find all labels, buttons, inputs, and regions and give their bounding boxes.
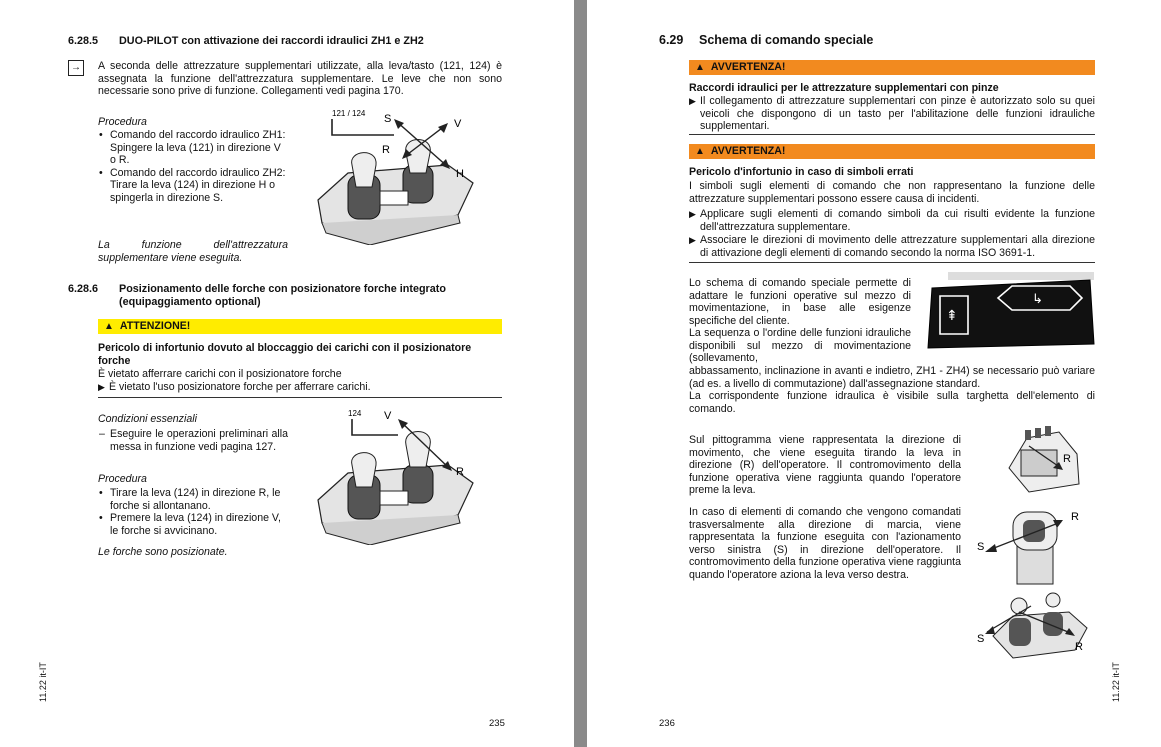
warning-bar-2: ▲ AVVERTENZA! bbox=[689, 144, 1095, 159]
lever-figure-a bbox=[999, 424, 1095, 496]
fig-ref-label: 124 bbox=[348, 409, 362, 418]
result-text: Le forche sono posizionate. bbox=[98, 546, 228, 558]
page-gutter bbox=[574, 0, 587, 747]
warning-title: Pericolo di infortunio dovuto al bloccaggio dei carichi con il posizionatore forche bbox=[98, 342, 472, 367]
section-title: Posizionamento delle forche con posizionatore forche integrato (equipaggiamento optional) bbox=[119, 283, 446, 308]
svg-text:S: S bbox=[977, 633, 985, 645]
lever-figure-c bbox=[973, 590, 1095, 660]
section-number: 6.29 bbox=[659, 33, 684, 47]
warning-triangle-icon: ▲ bbox=[104, 321, 114, 332]
svg-text:S: S bbox=[977, 541, 985, 553]
warning-bar-attention: ▲ ATTENZIONE! bbox=[98, 319, 502, 334]
tilt-symbol-icon: ↳ bbox=[1032, 292, 1043, 307]
divider bbox=[98, 397, 502, 398]
warning-action: ▶ È vietato l'uso posizionatore forche per afferrare carichi. bbox=[98, 381, 502, 394]
warning-bar-1: ▲ AVVERTENZA! bbox=[689, 60, 1095, 75]
procedure-label: Procedura bbox=[98, 473, 147, 485]
edition-label: 11.22 it-IT bbox=[1111, 662, 1121, 702]
joystick-figure-2 bbox=[308, 405, 488, 545]
prereq-label: Condizioni essenziali bbox=[98, 413, 197, 425]
page-left bbox=[0, 0, 574, 747]
procedure-list bbox=[98, 487, 288, 537]
fig-ref-label: 121 / 124 bbox=[332, 109, 366, 118]
warning-text: I simboli sugli elementi di comando che non rappresentano la funzione delle attrezzature supplementari possono essere causa di incidenti. bbox=[689, 180, 1095, 205]
edition-label: 11.22 it-IT bbox=[38, 662, 48, 702]
svg-text:V: V bbox=[454, 118, 462, 130]
result-text: La funzione dell'attrezzatura supplementare viene eseguita. bbox=[98, 239, 288, 264]
warning-title: Pericolo d'infortunio in caso di simboli errati bbox=[689, 166, 914, 178]
page-number: 235 bbox=[489, 718, 505, 729]
procedure-list bbox=[98, 129, 288, 205]
section-number: 6.28.6 bbox=[68, 283, 99, 295]
svg-text:H: H bbox=[456, 168, 464, 180]
intro-paragraph: A seconda delle attrezzature supplementari utilizzate, alla leva/tasto (121, 124) è assegnata la funzione dell'attrezzatura supplementare. Le leve che non sono necessarie sono prive di funzione. Collegamenti vedi pagina 170. bbox=[98, 60, 502, 98]
page-number: 236 bbox=[659, 718, 675, 729]
prereq-list bbox=[98, 428, 288, 453]
warning-action: ▶ Il collegamento di attrezzature supplementari con pinze è autorizzato solo su quei veicoli che dispongono di un tasto per l'abilitazione delle funzioni idrauliche supplementari. bbox=[689, 95, 1095, 133]
page-right bbox=[587, 0, 1161, 747]
list-item: • Tirare la leva (124) in direzione R, le forche si allontanano. bbox=[98, 487, 288, 512]
list-item: • Comando del raccordo idraulico ZH2: Tirare la leva (124) in direzione H o spingerla in direzione S. bbox=[98, 167, 288, 205]
warning-action: ▶ Applicare sugli elementi di comando simboli da cui risulti evidente la funzione dell'attrezzatura supplementare. bbox=[689, 208, 1095, 233]
paragraph: abbassamento, inclinazione in avanti e indietro, ZH1 - ZH4) se necessario può variare (ad es. a livello di commutazione) dall'assegnazione standard. bbox=[689, 365, 1095, 390]
paragraph: Sul pittogramma viene rappresentata la direzione di movimento, che viene eseguita tirando la leva in direzione (R) dell'operatore. Il contromovimento della funzione operativa viene raggiunta quando l'operatore preme la leva. bbox=[689, 434, 961, 497]
svg-text:R: R bbox=[456, 466, 464, 478]
warning-action: ▶ Associare le direzioni di movimento delle attrezzature supplementari alla direzione di attivazione degli elementi di comando secondo la norma ISO 3691-1. bbox=[689, 234, 1095, 259]
svg-text:V: V bbox=[384, 410, 392, 422]
svg-text:S: S bbox=[384, 113, 392, 125]
paragraph: La corrispondente funzione idraulica è visibile sulla targhetta dell'elemento di comando. bbox=[689, 390, 1095, 415]
warning-title: Raccordi idraulici per le attrezzature supplementari con pinze bbox=[689, 82, 999, 94]
divider bbox=[689, 134, 1095, 135]
lever-figure-b bbox=[973, 502, 1095, 588]
joystick-figure-1 bbox=[308, 105, 488, 245]
warning-triangle-icon: ▲ bbox=[695, 62, 705, 73]
paragraph: La sequenza o l'ordine delle funzioni idrauliche disponibili sul mezzo di movimentazione (sollevamento, bbox=[689, 327, 911, 365]
svg-text:R: R bbox=[1075, 641, 1083, 653]
control-label-figure bbox=[920, 270, 1096, 352]
list-item: • Premere la leva (124) in direzione V, le forche si avvicinano. bbox=[98, 512, 288, 537]
procedure-label: Procedura bbox=[98, 116, 147, 128]
svg-text:R: R bbox=[1071, 511, 1079, 523]
section-title: Schema di comando speciale bbox=[699, 33, 874, 47]
paragraph: Lo schema di comando speciale permette di adattare le funzioni operative sul mezzo di movimentazione, in base alle esigenze specifiche del cliente. bbox=[689, 277, 911, 327]
divider bbox=[689, 262, 1095, 263]
arrow-right-icon: → bbox=[68, 60, 84, 76]
section-number: 6.28.5 bbox=[68, 35, 99, 47]
svg-text:R: R bbox=[382, 144, 390, 156]
lift-symbol-icon: ⇞ bbox=[946, 308, 958, 324]
list-item: • Comando del raccordo idraulico ZH1: Spingere la leva (121) in direzione V o R. bbox=[98, 129, 288, 167]
section-title: DUO-PILOT con attivazione dei raccordi idraulici ZH1 e ZH2 bbox=[119, 35, 424, 47]
warning-line: È vietato afferrare carichi con il posizionatore forche bbox=[98, 368, 342, 380]
warning-triangle-icon: ▲ bbox=[695, 146, 705, 157]
list-item: – Eseguire le operazioni preliminari alla messa in funzione vedi pagina 127. bbox=[98, 428, 288, 453]
svg-text:R: R bbox=[1063, 453, 1071, 465]
paragraph: In caso di elementi di comando che vengono comandati trasversalmente alla direzione di marcia, viene rappresentata la funzione eseguita con l'azionamento verso sinistra (S) in direzione dell'operatore. Il contromovimento della funzione operativa viene raggiunta quando l'operatore aziona la leva verso destra. bbox=[689, 506, 961, 581]
